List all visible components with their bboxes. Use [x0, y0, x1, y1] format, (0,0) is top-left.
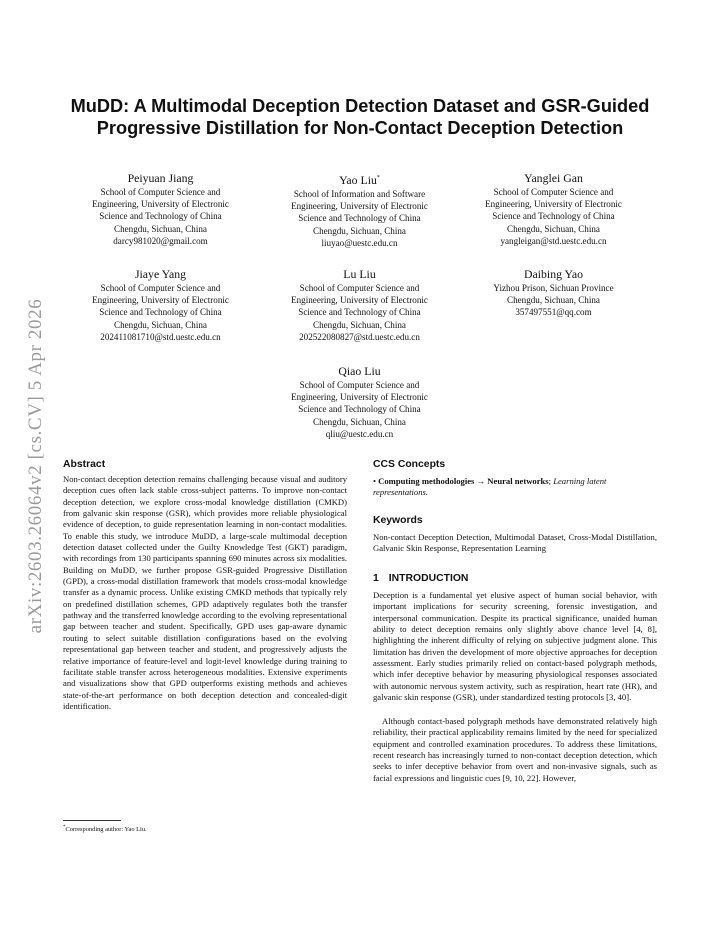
author-name: Daibing Yao	[524, 267, 583, 281]
author-affiliation-line: School of Computer Science and	[100, 187, 221, 197]
ccs-arrow: →	[476, 476, 486, 486]
ccs-top-concept: Computing methodologies	[378, 476, 475, 486]
author-affiliation-line: Chengdu, Sichuan, China	[114, 223, 207, 234]
ccs-separator: ;	[548, 476, 552, 486]
author-affiliation-line: Engineering, University of Electronic	[291, 392, 428, 403]
author-affiliation-line: Engineering, University of Electronic	[291, 295, 428, 306]
author-name: Qiao Liu	[338, 364, 381, 378]
author-affiliation-line: School of Computer Science and	[299, 283, 420, 293]
introduction-heading	[373, 573, 468, 584]
author-email: yangleigan@std.uestc.edu.cn	[500, 235, 607, 246]
author-email: darcy981020@gmail.com	[113, 235, 208, 246]
section-number: 1	[373, 573, 379, 584]
ccs-bullet: •	[373, 476, 377, 486]
author-email: liuyao@uestc.edu.cn	[321, 237, 398, 248]
author-name: Peiyuan Jiang	[127, 171, 194, 185]
author-affiliation-line: School of Information and Software	[293, 188, 426, 199]
author-block	[262, 364, 457, 440]
section-title: INTRODUCTION	[388, 573, 469, 584]
corresponding-mark: *	[376, 175, 380, 181]
author-affiliation-line: School of Computer Science and	[493, 187, 614, 197]
author-name	[262, 171, 457, 188]
author-affiliation-line: Engineering, University of Electronic	[291, 201, 428, 212]
author-affiliation-line: School of Computer Science and	[299, 380, 420, 390]
ccs-sub-concept: Neural networks	[487, 476, 549, 486]
ccs-concepts-heading: CCS Concepts	[373, 459, 446, 470]
author-block	[63, 171, 258, 247]
author-affiliation-line: Science and Technology of China	[298, 307, 421, 318]
footnote-text: Corresponding author: Yao Liu.	[65, 826, 147, 834]
author-block	[63, 267, 258, 343]
author-affiliation-line: Chengdu, Sichuan, China	[507, 223, 600, 234]
ccs-leaf-concept: Learning latent representations.	[373, 476, 607, 498]
author-affiliation-line: Engineering, University of Electronic	[485, 199, 622, 210]
abstract-text: Non-contact deception detection remains challenging because visual and auditory deception cues often lack stable cross-subject patterns. To improve non-contact deception detection, we explore cross-modal knowledge distillation (CMKD) from galvanic skin response (GSR), which provides more reliable physiological evidence of deception, to guide representation learning in non-contact modalities. To enable this study, we introduce MuDD, a large-scale multimodal deception detection dataset collected under the Guilty Knowledge Test (GKT) paradigm, with recordings from 130 participants spanning 690 minutes across six modalities. Building on MuDD, we further propose GSR-guided Progressive Distillation (GPD), a cross-modal distillation framework that models cross-modal knowledge transfer as a dynamic process. Unlike existing CMKD methods that typically rely on predefined distillation schemes, GPD adaptively regulates both the transfer pathway and the transferred knowledge according to the evolving representational gap between teacher and student. Specifically, GPD uses gap-aware dynamic routing to select suitable distillation configurations based on the evolving representational gap between teacher and student, and progressively adjusts the relative importance of feature-level and logit-level knowledge during training to facilitate stable transfer across heterogeneous modalities. Extensive experiments and visualizations show that GPD outperforms existing methods and achieves state-of-the-art performance on both deception detection and concealed-digit identification.	[63, 474, 347, 711]
author-affiliation-line: School of Computer Science and	[100, 283, 221, 293]
author-block	[456, 267, 651, 319]
author-name: Lu Liu	[343, 267, 376, 281]
author-affiliation-line: Yizhou Prison, Sichuan Province	[493, 283, 614, 293]
abstract-heading: Abstract	[63, 459, 106, 470]
footnote-mark: *	[63, 825, 66, 830]
author-affiliation-line: Engineering, University of Electronic	[92, 199, 229, 210]
author-affiliation-line: Chengdu, Sichuan, China	[313, 416, 406, 427]
keywords-heading: Keywords	[373, 515, 423, 526]
intro-paragraph-2: Although contact-based polygraph methods have demonstrated relatively high reliability, their practical applicability remains limited by the need for specialized equipment and controlled examination procedures. To address these limitations, recent research has increasingly turned to non-contact deception detection, which seeks to infer deceptive behavior from overt and non-invasive signals, such as facial expressions and linguistic cues [9, 10, 22]. However,	[373, 716, 657, 783]
paper-title: MuDD: A Multimodal Deception Detection Dataset and GSR-Guided Progressive Distillation for Non-Contact Deception Detection	[70, 96, 650, 138]
author-email: 202411081710@std.uestc.edu.cn	[100, 331, 221, 342]
author-affiliation-line: Science and Technology of China	[99, 211, 222, 222]
author-email: qliu@uestc.edu.cn	[325, 428, 394, 439]
author-affiliation-line: Chengdu, Sichuan, China	[313, 319, 406, 330]
arxiv-stamp: arXiv:2603.26064v2 [cs.CV] 5 Apr 2026	[25, 298, 46, 634]
author-block	[456, 171, 651, 247]
author-name: Yanglei Gan	[524, 171, 583, 185]
author-name-text: Yao Liu	[339, 172, 377, 187]
author-affiliation-line: Chengdu, Sichuan, China	[507, 295, 600, 306]
footnote	[63, 825, 147, 833]
footnote-divider	[63, 820, 121, 821]
author-affiliation-line: Chengdu, Sichuan, China	[114, 319, 207, 330]
keywords-text: Non-contact Deception Detection, Multimodal Dataset, Cross-Modal Distillation, Galvanic Skin Response, Representation Learning	[373, 532, 657, 554]
author-affiliation-line: Science and Technology of China	[298, 404, 421, 415]
author-email: 357497551@qq.com	[515, 307, 592, 318]
author-name: Jiaye Yang	[134, 267, 187, 281]
author-email: 202522080827@std.uestc.edu.cn	[299, 331, 420, 342]
author-affiliation-line: Science and Technology of China	[298, 213, 421, 224]
ccs-concept-item	[373, 476, 657, 499]
author-affiliation-line: Science and Technology of China	[99, 307, 222, 318]
author-affiliation-line: Engineering, University of Electronic	[92, 295, 229, 306]
author-affiliation-line: Science and Technology of China	[492, 211, 615, 222]
author-block	[262, 171, 457, 249]
intro-paragraph-1: Deception is a fundamental yet elusive aspect of human social behavior, with important implications for security screening, forensic investigation, and interpersonal communication. Despite its practical significance, unaided human ability to detect deception remains only slightly above chance level [4, 8], highlighting the inherent difficulty of relying on subjective judgment alone. This limitation has driven the development of more objective approaches for deception assessment. Early studies primarily relied on contact-based polygraph methods, which infer deceptive behavior by measuring physiological responses associated with autonomic nervous system activity, such as respiration, heart rate (HR), and galvanic skin response (GSR), under standardized testing protocols [3, 40].	[373, 590, 657, 703]
author-affiliation-line: Chengdu, Sichuan, China	[313, 225, 406, 236]
author-block	[262, 267, 457, 343]
